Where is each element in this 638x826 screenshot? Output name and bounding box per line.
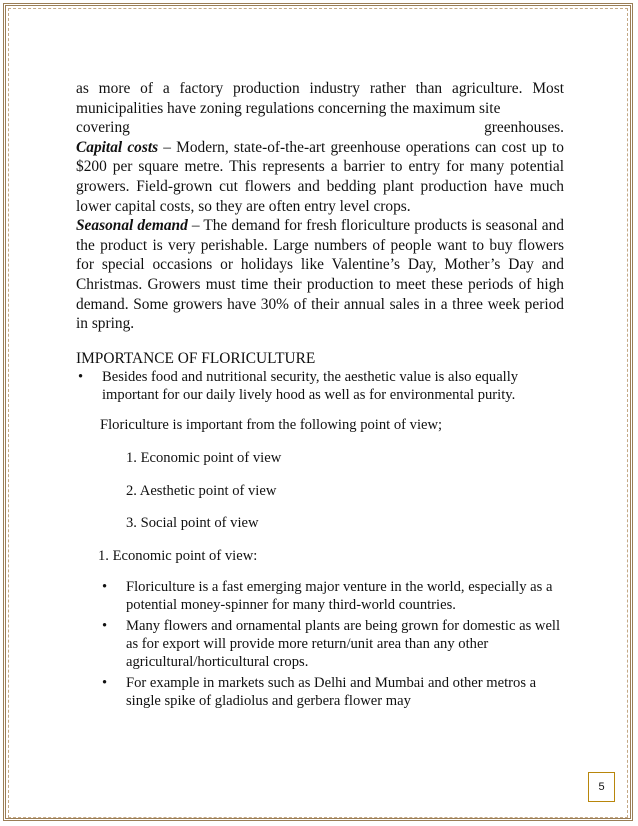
list-item-text: Floriculture is a fast emerging major venture in the world, especially as a potential money-spinner for many third-world countries. [126,579,553,614]
page-content [76,79,564,713]
point-economic: 1. Economic point of view [126,449,282,466]
list-item [100,674,564,710]
economic-bullet-list [100,578,564,710]
list-item [76,368,564,404]
word-greenhouses: greenhouses. [484,119,564,137]
bullet-icon: • [102,675,108,692]
word-covering: covering [76,119,130,137]
page-number: 5 [588,772,615,802]
capital-costs-text: – Modern, state-of-the-art greenhouse operations can cost up to $200 per square metre. This represents a barrier to entry for many potential growers. Field-grown cut flowers and bedding plant production have much lower capital costs, so they are often entry level crops. [76,138,564,215]
list-item-text: Besides food and nutritional security, the aesthetic value is also equally important for our daily lively hood as well as for environmental purity. [102,369,519,404]
bullet-icon: • [102,618,108,635]
seasonal-demand-label: Seasonal demand [76,217,188,235]
list-item [100,617,564,671]
paragraph-intro: as more of a factory production industry rather than agriculture. Most municipalities have zoning regulations concerning the maximum site [76,80,564,117]
bullet-icon: • [78,369,84,386]
bullet-icon: • [102,579,108,596]
paragraph-capital-costs [76,138,564,216]
point-aesthetic: 2. Aesthetic point of view [126,482,277,499]
paragraph-intro-tail [76,118,564,138]
lead-text: Floriculture is important from the following point of view; [100,417,443,434]
list-item-text: Many flowers and ornamental plants are being grown for domestic as well as for export will provide more return/unit area than any other agricultural/horticultural crops. [126,618,561,671]
section-heading: IMPORTANCE OF FLORICULTURE [76,349,316,367]
subheading-economic: 1. Economic point of view: [98,547,258,564]
list-item-text: For example in markets such as Delhi and Mumbai and other metros a single spike of gladiolus and gerbera flower may [126,675,537,710]
capital-costs-label: Capital costs [76,138,159,156]
list-item [100,578,564,614]
point-social: 3. Social point of view [126,515,259,532]
paragraph-seasonal-demand [76,216,564,334]
seasonal-demand-text: – The demand for fresh floriculture products is seasonal and the product is very perishable. Large numbers of people want to buy flowers for special occasions or holidays like Valentine’s Day, Mother’s Day and Christmas. Growers must time their production to meet these periods of high demand. Some growers have 30% of their annual sales in a three week period in spring. [76,217,564,333]
